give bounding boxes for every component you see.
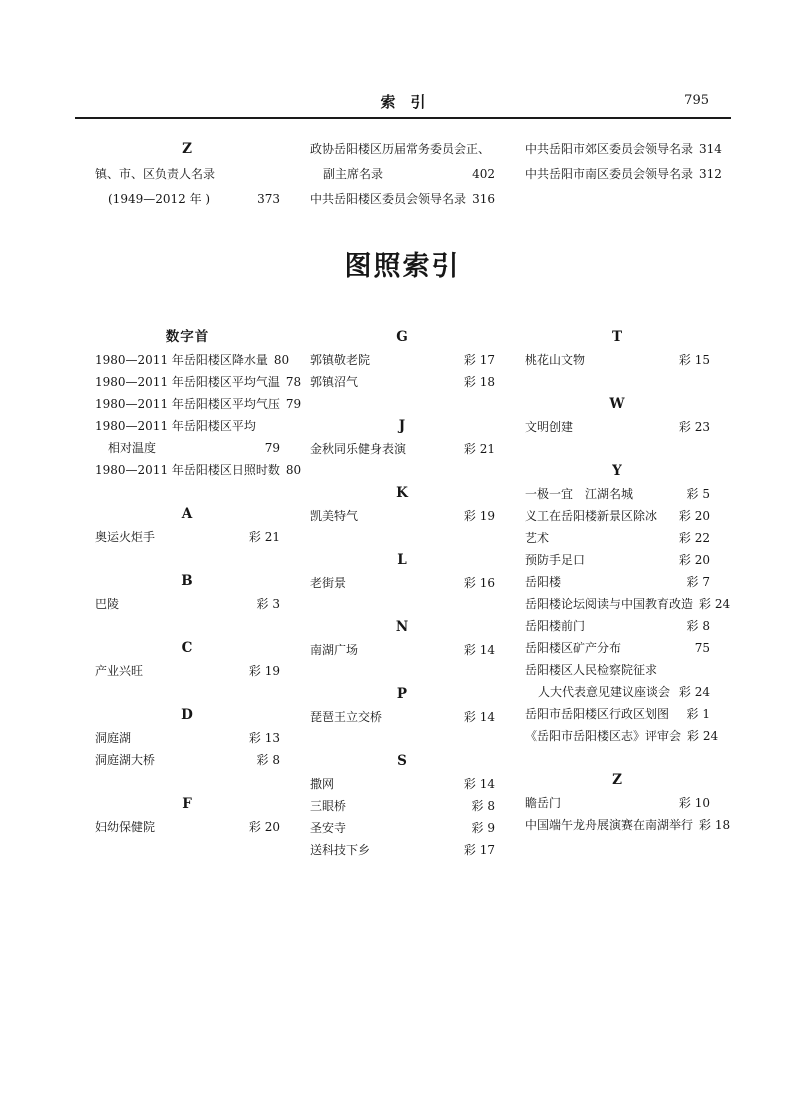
letter-heading: K (396, 485, 409, 501)
index-entry (525, 416, 710, 438)
entry-page: 彩 9 (471, 821, 495, 835)
entry-page: 彩 18 (699, 818, 731, 832)
entry-title: 艺术 (525, 531, 550, 545)
entry-page: 312 (699, 167, 722, 181)
index-entry (95, 727, 280, 749)
letter-heading: B (181, 573, 194, 589)
entry-page: 373 (257, 192, 280, 206)
entry-title: 妇幼保健院 (95, 820, 156, 834)
general-index-continued (95, 137, 722, 212)
entry-page: 75 (694, 641, 710, 655)
entry-page: 彩 5 (686, 487, 710, 501)
entry-page: 彩 22 (678, 531, 710, 545)
index-entry (95, 393, 302, 415)
entry-title: 1980—2011 年岳阳楼区平均 (95, 419, 256, 433)
index-entry (525, 814, 731, 836)
entry-page: 彩 14 (463, 777, 495, 791)
index-entry (310, 187, 495, 212)
index-entry (95, 371, 302, 393)
page-header (75, 91, 731, 113)
index-entry (310, 349, 495, 371)
index-entry (525, 593, 731, 615)
entry-title: 人大代表意见建议座谈会 (538, 685, 671, 699)
photo-index (95, 326, 731, 861)
entry-page: 314 (699, 142, 722, 156)
index-entry (525, 637, 710, 659)
entry-page: 彩 17 (463, 843, 495, 857)
letter-heading: N (395, 619, 410, 635)
entry-title: 镇、市、区负责人名录 (95, 167, 216, 181)
entry-title: 郭镇敬老院 (310, 353, 371, 367)
letter-heading: T (611, 329, 624, 345)
entry-title: 圣安寺 (310, 821, 347, 835)
entry-page: 彩 18 (463, 375, 495, 389)
index-entry (95, 749, 280, 771)
index-column (310, 326, 495, 861)
index-entry (525, 659, 710, 681)
index-entry (95, 415, 280, 437)
entry-page: 彩 24 (687, 729, 719, 743)
index-entry (310, 137, 495, 162)
index-entry (95, 526, 280, 548)
entry-page: 彩 21 (248, 530, 280, 544)
letter-heading: G (396, 329, 409, 345)
index-entry (525, 162, 722, 187)
entry-title: 中共岳阳楼区委员会领导名录 (310, 192, 467, 206)
index-column (95, 326, 302, 861)
entry-title: 南湖广场 (310, 643, 359, 657)
entry-title: 义工在岳阳楼新景区除冰 (525, 509, 658, 523)
index-entry (310, 371, 495, 393)
index-entry (525, 505, 710, 527)
index-entry (95, 816, 280, 838)
index-entry (95, 660, 280, 682)
index-entry (310, 817, 495, 839)
index-entry (525, 703, 710, 725)
entry-page: 彩 23 (678, 420, 710, 434)
entry-page: 316 (472, 192, 495, 206)
entry-title: 文明创建 (525, 420, 574, 434)
running-head-title: 索 引 (380, 93, 426, 111)
letter-heading: Z (182, 141, 193, 157)
entry-page: 彩 8 (256, 753, 280, 767)
index-entry (310, 572, 495, 594)
entry-page: 彩 20 (678, 553, 710, 567)
entry-title: 副主席名录 (323, 167, 384, 181)
letter-heading: Y (612, 463, 623, 479)
index-entry (525, 615, 710, 637)
entry-page: 彩 16 (463, 576, 495, 590)
entry-title: 岳阳楼 (525, 575, 562, 589)
entry-title: 中国端午龙舟展演赛在南湖举行 (525, 818, 694, 832)
index-entry (310, 795, 495, 817)
index-entry (310, 773, 495, 795)
entry-page: 彩 13 (248, 731, 280, 745)
entry-title: 岳阳楼论坛阅读与中国教育改造 (525, 597, 694, 611)
index-entry (525, 792, 710, 814)
index-entry (310, 639, 495, 661)
index-entry (525, 681, 710, 703)
letter-heading: L (397, 552, 408, 568)
header-rule (75, 117, 731, 119)
entry-page: 彩 24 (699, 597, 731, 611)
entry-page: 彩 20 (678, 509, 710, 523)
entry-title: 桃花山文物 (525, 353, 586, 367)
entry-page: 402 (472, 167, 495, 181)
index-column (525, 137, 722, 212)
entry-page: 彩 10 (678, 796, 710, 810)
entry-page: 彩 8 (471, 799, 495, 813)
entry-title: 三眼桥 (310, 799, 347, 813)
page-number: 795 (684, 93, 709, 108)
entry-page: 彩 14 (463, 643, 495, 657)
entry-title: 1980—2011 年岳阳楼区平均气压 (95, 397, 280, 411)
index-entry (310, 505, 495, 527)
entry-title: 相对温度 (108, 441, 157, 455)
entry-page: 80 (285, 463, 302, 477)
entry-page: 80 (273, 353, 290, 367)
section-title: 图照索引 (344, 251, 461, 282)
index-entry (310, 162, 495, 187)
index-entry (95, 187, 280, 212)
entry-title: 中共岳阳市南区委员会领导名录 (525, 167, 694, 181)
letter-heading: 数字首 (165, 329, 210, 345)
entry-page: 彩 24 (678, 685, 710, 699)
entry-page: 彩 17 (463, 353, 495, 367)
index-entry (525, 725, 719, 747)
index-entry (525, 549, 710, 571)
index-entry (525, 137, 722, 162)
index-column (525, 326, 731, 861)
entry-page: 彩 15 (678, 353, 710, 367)
entry-title: 老街景 (310, 576, 347, 590)
index-entry (525, 527, 710, 549)
index-entry (95, 593, 280, 615)
letter-heading: S (397, 753, 408, 769)
entry-title: 岳阳楼前门 (525, 619, 586, 633)
entry-page: 彩 14 (463, 710, 495, 724)
entry-page: 彩 19 (463, 509, 495, 523)
index-entry (525, 349, 710, 371)
entry-title: 金秋同乐健身表演 (310, 442, 407, 456)
entry-title: 洞庭湖 (95, 731, 132, 745)
entry-title: 撒网 (310, 777, 335, 791)
entry-title: 岳阳市岳阳楼区行政区划图 (525, 707, 670, 721)
entry-title: 产业兴旺 (95, 664, 144, 678)
entry-title: 《岳阳市岳阳楼区志》评审会 (525, 729, 682, 743)
entry-page: 彩 21 (463, 442, 495, 456)
entry-page: 彩 20 (248, 820, 280, 834)
letter-heading: F (182, 796, 193, 812)
index-entry (95, 162, 280, 187)
entry-title: 预防手足口 (525, 553, 586, 567)
entry-title: 送科技下乡 (310, 843, 371, 857)
entry-title: 岳阳楼区人民检察院征求 (525, 663, 658, 677)
index-column (95, 137, 280, 212)
entry-page: 彩 7 (686, 575, 710, 589)
entry-title: 1980—2011 年岳阳楼区日照时数 (95, 463, 280, 477)
index-entry (95, 459, 302, 481)
letter-heading: J (398, 418, 407, 434)
entry-title: 琵琶王立交桥 (310, 710, 383, 724)
entry-title: 1980—2011 年岳阳楼区降水量 (95, 353, 268, 367)
letter-heading: C (181, 640, 194, 656)
letter-heading: Z (612, 772, 623, 788)
letter-heading: D (181, 707, 194, 723)
entry-title: (1949—2012 年 ) (108, 192, 211, 206)
index-entry (310, 706, 495, 728)
entry-page: 79 (264, 441, 280, 455)
entry-page: 彩 1 (686, 707, 710, 721)
entry-title: 郭镇沼气 (310, 375, 359, 389)
entry-page: 79 (285, 397, 302, 411)
entry-page: 彩 19 (248, 664, 280, 678)
letter-heading: P (396, 686, 409, 702)
entry-title: 1980—2011 年岳阳楼区平均气温 (95, 375, 280, 389)
index-entry (310, 438, 495, 460)
entry-title: 巴陵 (95, 597, 120, 611)
entry-title: 洞庭湖大桥 (95, 753, 156, 767)
letter-heading: A (181, 506, 194, 522)
entry-page: 78 (285, 375, 302, 389)
entry-title: 政协岳阳楼区历届常务委员会正、 (310, 142, 491, 156)
entry-page: 彩 3 (256, 597, 280, 611)
entry-page: 彩 8 (686, 619, 710, 633)
index-entry (95, 349, 290, 371)
entry-title: 凯美特气 (310, 509, 359, 523)
index-entry (310, 839, 495, 861)
index-entry (95, 437, 280, 459)
entry-title: 瞻岳门 (525, 796, 562, 810)
entry-title: 奥运火炬手 (95, 530, 156, 544)
letter-heading: W (609, 396, 626, 412)
index-entry (525, 483, 710, 505)
index-entry (525, 571, 710, 593)
entry-title: 中共岳阳市郊区委员会领导名录 (525, 142, 694, 156)
entry-title: 一极一宜 江湖名城 (525, 487, 634, 501)
index-column (310, 137, 495, 212)
entry-title: 岳阳楼区矿产分布 (525, 641, 622, 655)
